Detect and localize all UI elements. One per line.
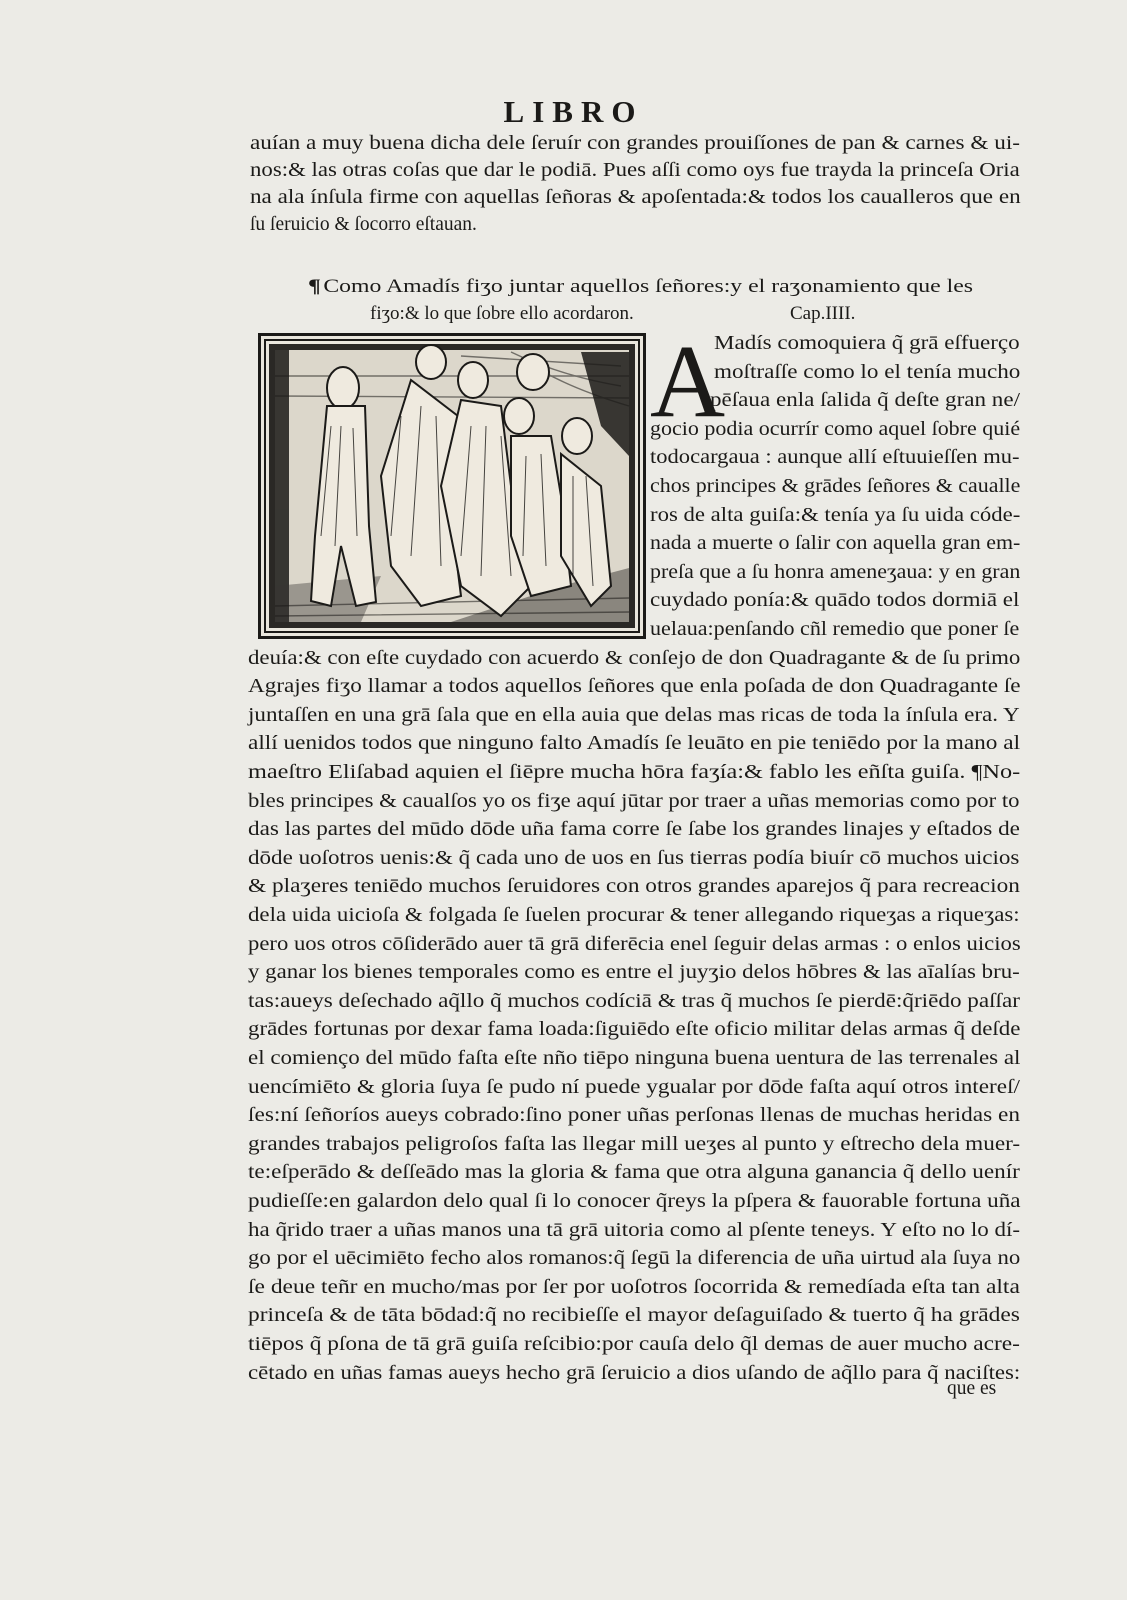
body-line: grādes fortunas por dexar fama loada:ſiguiēdo eſte oficio militar delas armas q̃ deſde [248,1019,1021,1041]
body-line: pero uos otros cōſiderādo auer tā grā diferēcia enel ſeguir delas armas : o enlos uicios [248,933,1021,955]
body-line: moſtraſſe como lo el tenía mucho [714,361,1021,383]
body-line: cuydado ponía:& quādo todos dormiā el [650,590,1020,612]
body-line: uelaua:penſando cñl remedio que poner ſe [650,619,1020,640]
chapter-heading-text-1: Como Amadís fiʒo juntar aquellos ſeñores:y el raʒonamiento que les [323,276,973,297]
pilcrow-mark: ¶ [308,276,321,297]
body-line: cētado en uñas famas aueys hecho grā ſeruicio a dios uſando de aq̃llo para q̃ naciſtes: [248,1362,1021,1384]
body-line: te:eſperādo & deſſeādo mas la gloria & fama que otra alguna ganancia q̃ dello uenír [248,1162,1020,1184]
top-paragraph-line-2: nos:& las otras coſas que dar le podiā. Pues aſſi como oys fue trayda la princeſa Oria [250,160,1020,181]
body-line: dela uida uicioſa & folgada ſe ſuelen procurar & tener allegando riqueʒas a riqueʒas: [248,905,1020,926]
body-line: go por el uēcimiēto fecho alos romanos:q̃ ſegū la diferencia de uña uirtud ala ſuya no [248,1248,1021,1270]
body-line: y ganar los bienes temporales como es entre el juyʒio delos hōbres & las aīalías bru- [248,962,1020,984]
body-line: preſa que a ſu honra ameneʒaua: y en gran [650,561,1021,583]
body-line: tiēpos q̃ pſona de tā grā guiſa reſcibio:por cauſa delo q̃l demas de auer mucho acre- [248,1334,1020,1355]
body-line: pēſaua enla ſalida q̃ deſte gran ne/ [710,390,1021,412]
body-line: nada a muerte o ſalir con aquella gran em- [650,533,1021,555]
body-line: gocio podia ocurrír como aquel ſobre quié [650,418,1021,440]
body-line: dōde uoſotros uenis:& q̃ cada uno de uos en ſus tierras podía biuír cō muchos uicios [248,847,1020,869]
body-line: deuía:& con eſte cuydado con acuerdo & conſejo de don Quadragante & de ſu primo [248,647,1021,669]
body-line: Madís comoquiera q̃ grā eſfuerço [714,333,1020,354]
woodcut-figures-image [261,336,643,636]
drop-cap: A [650,324,726,439]
catchword: que es [947,1378,997,1399]
chapter-heading-line-1 [308,273,973,300]
body-line: das las partes del mūdo dōde uña fama corre ſe ſabe los grandes linajes y eſtados de [248,819,1020,841]
body-line: uencímiēto & gloria ſuya ſe pudo ní puede ygualar por dōde faſta aquí otros intereſ/ [248,1076,1020,1098]
body-line: Agrajes fiʒo llamar a todos aquellos ſeñores que enla poſada de don Quadragante ſe [248,676,1021,698]
body-line: ſe deue teñr en mucho/mas por ſer por uoſotros ſocorrida & remedíada eſta tan alta [248,1276,1020,1298]
body-line: maeſtro Eliſabad aquien el ſiēpre mucha hōra faʒía:& fablo les eñſta guiſa. ¶No- [248,762,1021,783]
top-paragraph-line-4: ſu ſeruicio & ſocorro eſtauan. [250,214,477,235]
top-paragraph-line-1: auían a muy buena dicha dele ſeruír con grandes prouiſíones de pan & carnes & ui- [250,133,1021,154]
body-line: & plaʒeres teniēdo muchos ſeruidores con otros grandes aparejos q̃ para recreacion [248,876,1020,898]
body-line: grandes trabajos peligroſos faſta las llegar mill ueʒes al punto y eſtrecho dela muer- [248,1133,1021,1155]
body-line: pudieſſe:en galardon delo qual ſi lo conocer q̃reys la pſpera & fauorable fortuna uña [248,1191,1021,1212]
body-line: bles principes & caualſos yo os fiʒe aquí jūtar por traer a uñas memorias como por to [248,790,1020,812]
body-line: princeſa & de tāta bōdad:q̃ no recibieſſe el mayor deſaguiſado & tuerto q̃ ha grādes [248,1305,1020,1327]
body-line: allí uenidos todos que ninguno falto Amadís ſe leuāto en pie teniēdo por la mano al [248,733,1021,755]
body-line: ros de alta guiſa:& tenía ya ſu uida códe- [650,504,1021,526]
body-line: tas:aueys deſechado aq̃llo q̃ muchos codíciā & tras q̃ muchos ſe pierdē:q̃riēdo paſſar [248,990,1020,1012]
chapter-heading-line-2: fiʒo:& lo que ſobre ello acordaron. [370,303,634,324]
body-line: ha q̃rido traer a uñas manos una tā grā uitoria como al pſente teneys. Y eſto no lo dí- [248,1219,1021,1241]
chapter-number: Cap.IIII. [790,303,856,324]
body-line: el comienço del mūdo faſta eſte nño tiēpo ninguna buena uentura de las terrenales al [248,1048,1021,1069]
body-line: ſes:ní ſeñoríos aueys cobrado:ſino poner uñas perſonas llenas de muchas heridas en [248,1105,1021,1127]
body-line: juntaſſen en una grā ſala que en ella auia que delas mas ricas de toda la ínſula era. Y [248,704,1020,726]
body-line: todocargaua : aunque allí eſtuuieſſen mu- [650,447,1020,469]
top-paragraph-line-3: na ala ínſula firme con aquellas ſeñoras & apoſentada:& todos los caualleros que en [250,187,1021,208]
woodcut-illustration [258,333,646,639]
running-head: LIBRO [503,94,644,129]
body-line: chos principes & grādes ſeñores & caualle [650,476,1021,497]
